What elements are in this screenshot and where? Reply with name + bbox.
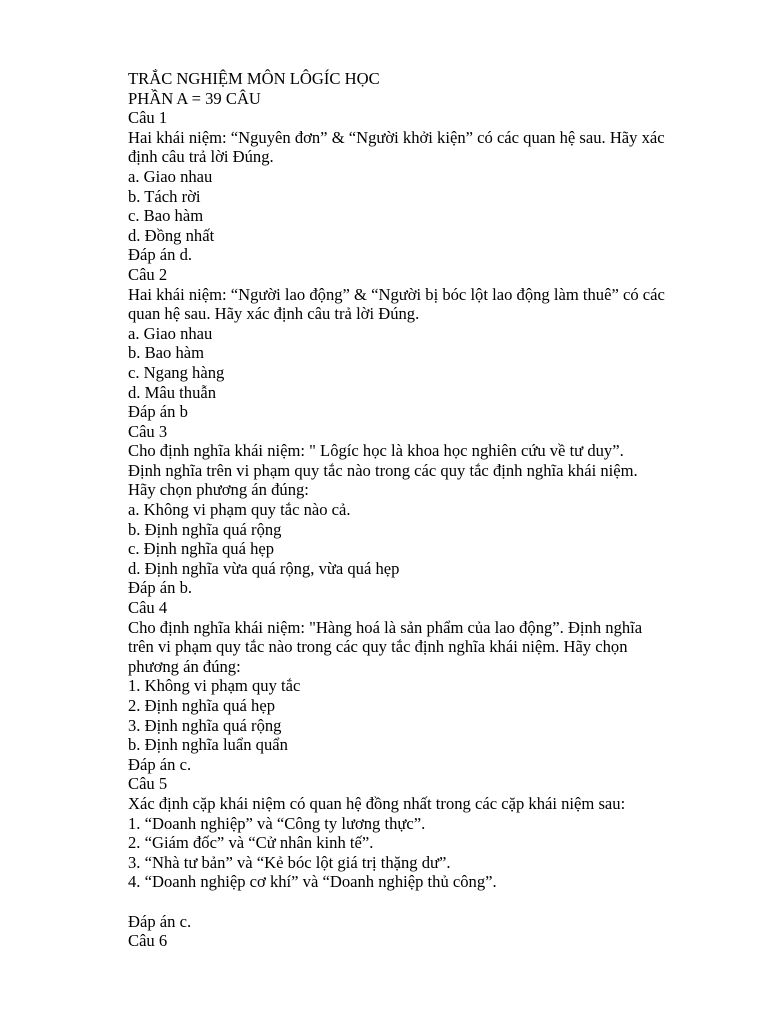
- question-text-line: Cho định nghĩa khái niệm: "Hàng hoá là sản phẩm của lao động”. Định nghĩa: [128, 617, 643, 637]
- question-1: [128, 108, 728, 265]
- question-text-line: định câu trả lời Đúng.: [128, 147, 274, 167]
- option-d: d. Đồng nhất: [128, 225, 215, 245]
- option-c: c. Định nghĩa quá hẹp: [128, 539, 275, 559]
- answer: Đáp án c.: [128, 754, 192, 774]
- document-part: PHẦN A = 39 CÂU: [128, 88, 261, 108]
- answer: Đáp án c.: [128, 911, 192, 931]
- answer: Đáp án b: [128, 402, 188, 422]
- option-4: 4. “Doanh nghiệp cơ khí” và “Doanh nghiệp thủ công”.: [128, 872, 497, 892]
- question-text-line: trên vi phạm quy tắc nào trong các quy tắc định nghĩa khái niệm. Hãy chọn: [128, 637, 628, 657]
- answer: Đáp án b.: [128, 578, 193, 598]
- question-text-line: quan hệ sau. Hãy xác định câu trả lời Đúng.: [128, 304, 420, 324]
- question-text-line: Xác định cặp khái niệm có quan hệ đồng nhất trong các cặp khái niệm sau:: [128, 793, 626, 813]
- option-d: d. Định nghĩa vừa quá rộng, vừa quá hẹp: [128, 558, 400, 578]
- option-1: 1. “Doanh nghiệp” và “Công ty lương thực”.: [128, 813, 426, 833]
- option-3: 3. Định nghĩa quá rộng: [128, 715, 282, 735]
- question-2: [128, 265, 728, 422]
- option-b: b. Tách rời: [128, 186, 201, 206]
- question-text-line: Hãy chọn phương án đúng:: [128, 480, 309, 500]
- option-b: b. Định nghĩa quá rộng: [128, 519, 282, 539]
- question-text-line: Định nghĩa trên vi phạm quy tắc nào trong các quy tắc định nghĩa khái niệm.: [128, 460, 638, 480]
- question-6-label: Câu 6: [128, 931, 168, 951]
- question-text-line: Hai khái niệm: “Nguyên đơn” & “Người khởi kiện” có các quan hệ sau. Hãy xác: [128, 127, 665, 147]
- option-a: a. Giao nhau: [128, 323, 213, 343]
- option-2: 2. Định nghĩa quá hẹp: [128, 696, 276, 715]
- option-c: c. Ngang hàng: [128, 362, 225, 382]
- question-label: Câu 4: [128, 598, 168, 618]
- option-1: 1. Không vi phạm quy tắc: [128, 676, 301, 696]
- question-text-line: Hai khái niệm: “Người lao động” & “Người bị bóc lột lao động làm thuê” có các: [128, 284, 665, 304]
- option-d: d. Mâu thuẫn: [128, 382, 217, 402]
- option-b: b. Bao hàm: [128, 343, 205, 363]
- question-text-line: Cho định nghĩa khái niệm: " Lôgíc học là khoa học nghiên cứu về tư duy”.: [128, 441, 624, 461]
- question-3: [128, 422, 728, 598]
- question-5: [128, 774, 728, 931]
- question-label: Câu 3: [128, 421, 168, 441]
- option-2: 2. “Giám đốc” và “Cử nhân kinh tế”.: [128, 833, 374, 853]
- question-label: Câu 1: [128, 108, 168, 128]
- blank-line: [128, 892, 728, 912]
- question-4: [128, 598, 728, 774]
- question-label: Câu 5: [128, 774, 168, 794]
- option-a: a. Không vi phạm quy tắc nào cả.: [128, 500, 351, 520]
- option-c: c. Bao hàm: [128, 206, 204, 226]
- question-text-line: phương án đúng:: [128, 656, 241, 676]
- answer: Đáp án d.: [128, 245, 193, 265]
- option-a: a. Giao nhau: [128, 166, 213, 186]
- option-3: 3. “Nhà tư bản” và “Kẻ bóc lột giá trị thặng dư”.: [128, 852, 451, 872]
- question-label: Câu 2: [128, 264, 168, 284]
- document-page: [128, 69, 728, 951]
- document-title: TRẮC NGHIỆM MÔN LÔGÍC HỌC: [128, 69, 380, 88]
- option-b: b. Định nghĩa luẩn quẩn: [128, 735, 288, 755]
